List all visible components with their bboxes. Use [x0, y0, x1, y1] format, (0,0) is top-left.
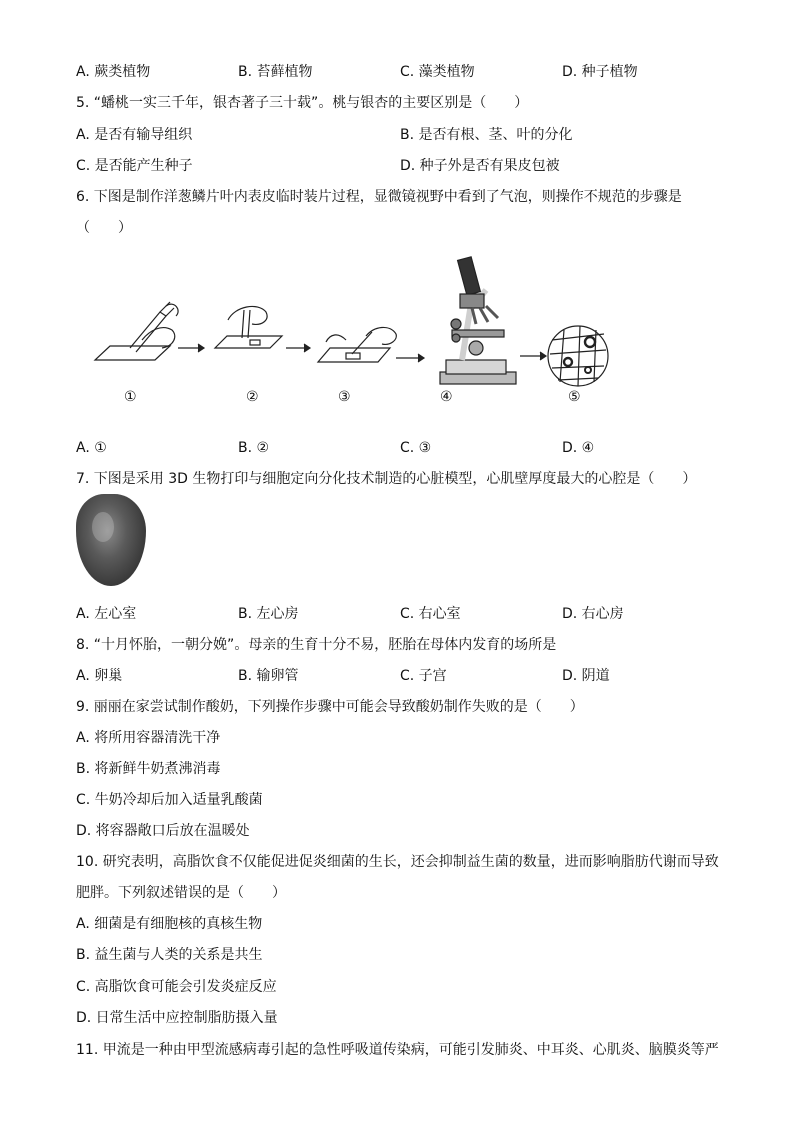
- arrow-4-head: [540, 352, 546, 360]
- q10-stem-line2: 肥胖。下列叙述错误的是（ ）: [76, 885, 286, 901]
- microscope-view-illustration: [548, 326, 608, 386]
- q8-option-c: C. 子宫: [400, 668, 447, 684]
- q6-option-c: C. ③: [400, 440, 432, 456]
- q9-option-b: B. 将新鲜牛奶煮沸消毒: [76, 761, 221, 777]
- q10-option-a: A. 细菌是有细胞核的真核生物: [76, 916, 263, 932]
- q5-stem: 5. “蟠桃一实三千年，银杏著子三十载”。桃与银杏的主要区别是（ ）: [76, 95, 529, 111]
- q8-option-d: D. 阴道: [562, 668, 610, 684]
- step-label-3: ③: [338, 389, 351, 405]
- q7-option-d: D. 右心房: [562, 606, 624, 622]
- q6-option-d: D. ④: [562, 440, 595, 456]
- q6-stem-line1: 6. 下图是制作洋葱鳞片叶内表皮临时装片过程，显微镜视野中看到了气泡，则操作不规范的步骤是: [76, 189, 682, 205]
- step3-coverslip-illustration: [318, 327, 396, 362]
- slide-preparation-figure: [90, 250, 610, 390]
- q8-option-b: B. 输卵管: [238, 668, 299, 684]
- step-label-5: ⑤: [568, 389, 581, 405]
- q6-option-b: B. ②: [238, 440, 270, 456]
- step-label-1: ①: [124, 389, 137, 405]
- q9-option-c: C. 牛奶冷却后加入适量乳酸菌: [76, 792, 263, 808]
- q6-stem-line2: （ ）: [76, 220, 132, 236]
- heart-model-highlight: [92, 512, 114, 542]
- heart-model-image: [76, 494, 146, 586]
- q4-option-b: B. 苔藓植物: [238, 64, 313, 80]
- q7-option-a: A. 左心室: [76, 606, 137, 622]
- q8-option-a: A. 卵巢: [76, 668, 123, 684]
- step2-tweezers-illustration: [215, 306, 282, 348]
- q4-option-a: A. 蕨类植物: [76, 64, 151, 80]
- arrow-2-head: [304, 344, 310, 352]
- q7-stem: 7. 下图是采用 3D 生物打印与细胞定向分化技术制造的心脏模型，心肌壁厚度最大的心腔是（ ）: [76, 471, 697, 487]
- q11-stem: 11. 甲流是一种由甲型流感病毒引起的急性呼吸道传染病，可能引发肺炎、中耳炎、心肌炎、脑膜炎等严: [76, 1042, 719, 1058]
- q10-stem-line1: 10. 研究表明，高脂饮食不仅能促进促炎细菌的生长，还会抑制益生菌的数量，进而影响脂肪代谢而导致: [76, 854, 719, 870]
- step-label-4: ④: [440, 389, 453, 405]
- q10-option-d: D. 日常生活中应控制脂肪摄入量: [76, 1010, 278, 1026]
- step1-dropper-illustration: [95, 302, 178, 360]
- q8-stem: 8. “十月怀胎，一朝分娩”。母亲的生育十分不易，胚胎在母体内发育的场所是: [76, 637, 557, 653]
- q9-option-a: A. 将所用容器清洗干净: [76, 730, 221, 746]
- q4-option-c: C. 藻类植物: [400, 64, 475, 80]
- q5-option-b: B. 是否有根、茎、叶的分化: [400, 127, 573, 143]
- q9-option-d: D. 将容器敞口后放在温暖处: [76, 823, 250, 839]
- q5-option-d: D. 种子外是否有果皮包被: [400, 158, 560, 174]
- q10-option-b: B. 益生菌与人类的关系是共生: [76, 947, 263, 963]
- q7-option-b: B. 左心房: [238, 606, 299, 622]
- arrow-1-head: [198, 344, 204, 352]
- q7-option-c: C. 右心室: [400, 606, 461, 622]
- microscope-illustration: [440, 257, 516, 384]
- q5-option-c: C. 是否能产生种子: [76, 158, 193, 174]
- q6-option-a: A. ①: [76, 440, 107, 456]
- q9-stem: 9. 丽丽在家尝试制作酸奶，下列操作步骤中可能会导致酸奶制作失败的是（ ）: [76, 699, 584, 715]
- arrow-3-head: [418, 354, 424, 362]
- step-label-2: ②: [246, 389, 259, 405]
- q4-option-d: D. 种子植物: [562, 64, 638, 80]
- q10-option-c: C. 高脂饮食可能会引发炎症反应: [76, 979, 277, 995]
- q5-option-a: A. 是否有输导组织: [76, 127, 193, 143]
